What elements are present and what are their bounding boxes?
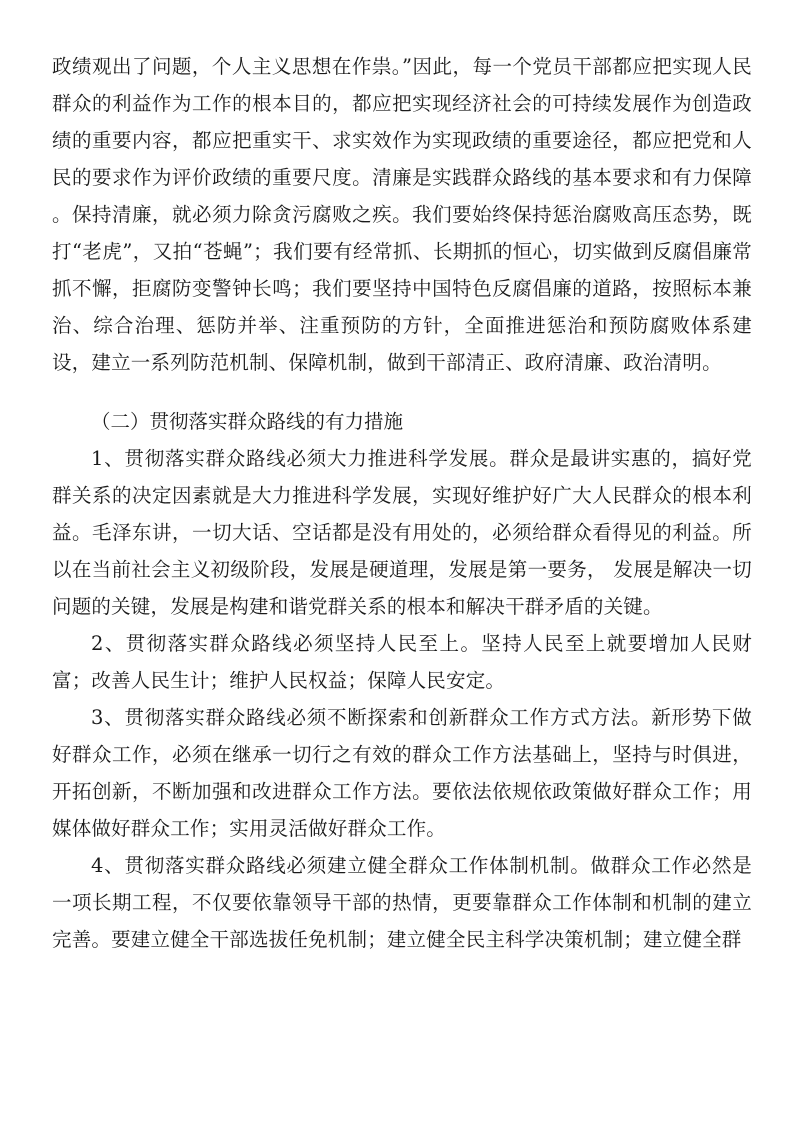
section-heading-measures: （二）贯彻落实群众路线的有力措施 [91,410,404,433]
paragraph-item-1: 1、贯彻落实群众路线必须大力推进科学发展。群众是最讲实惠的，搞好党群关系的决定因素就是大力推进科学发展，实现好维护好广大人民群众的根本利益。毛泽东讲，一切大话、空话都是没有用处的，必须给群众看得见的利益。所以在当前社会主义初级阶段，发展是硬道理，发展是第一要务， 发展是解决一切问题的关键，发展是构建和谐党群关系的根本和解决干群矛盾的关键。 [52,447,752,618]
paragraph-item-4: 4、贯彻落实群众路线必须建立健全群众工作体制机制。做群众工作必然是一项长期工程，不仅要依靠领导干部的热情，更要靠群众工作体制和机制的建立完善。要建立健全干部选拔任免机制；建立健全民主科学决策机制；建立健全群 [52,854,752,951]
paragraph-item-3: 3、贯彻落实群众路线必须不断探索和创新群众工作方式方法。新形势下做好群众工作，必须在继承一切行之有效的群众工作方法基础上，坚持与时俱进，开拓创新，不断加强和改进群众工作方法。要依法依规依政策做好群众工作；用媒体做好群众工作；实用灵活做好群众工作。 [52,706,752,840]
paragraph-item-2: 2、贯彻落实群众路线必须坚持人民至上。坚持人民至上就要增加人民财富；改善人民生计；维护人民权益；保障人民安定。 [52,632,752,692]
document-page [52,48,752,958]
paragraph-political-achievement: 政绩观出了问题，个人主义思想在作祟。”因此，每一个党员干部都应把实现人民群众的利益作为工作的根本目的，都应把实现经济社会的可持续发展作为创造政绩的重要内容，都应把重实干、求实效作为实现政绩的重要途径，都应把党和人民的要求作为评价政绩的重要尺度。清廉是实践群众路线的基本要求和有力保障 。保持清廉，就必须力除贪污腐败之疾。我们要始终保持惩治腐败高压态势，既打“老虎”，又拍“苍蝇”；我们要有经常抓、长期抓的恒心，切实做到反腐倡廉常抓不懈，拒腐防变警钟长鸣；我们要坚持中国特色反腐倡廉的道路，按照标本兼治、综合治理、惩防并举、注重预防的方针，全面推进惩治和预防腐败体系建设，建立一系列防范机制、保障机制，做到干部清正、政府清廉、政治清明。 [52,55,752,374]
paragraph-gap [52,381,752,403]
